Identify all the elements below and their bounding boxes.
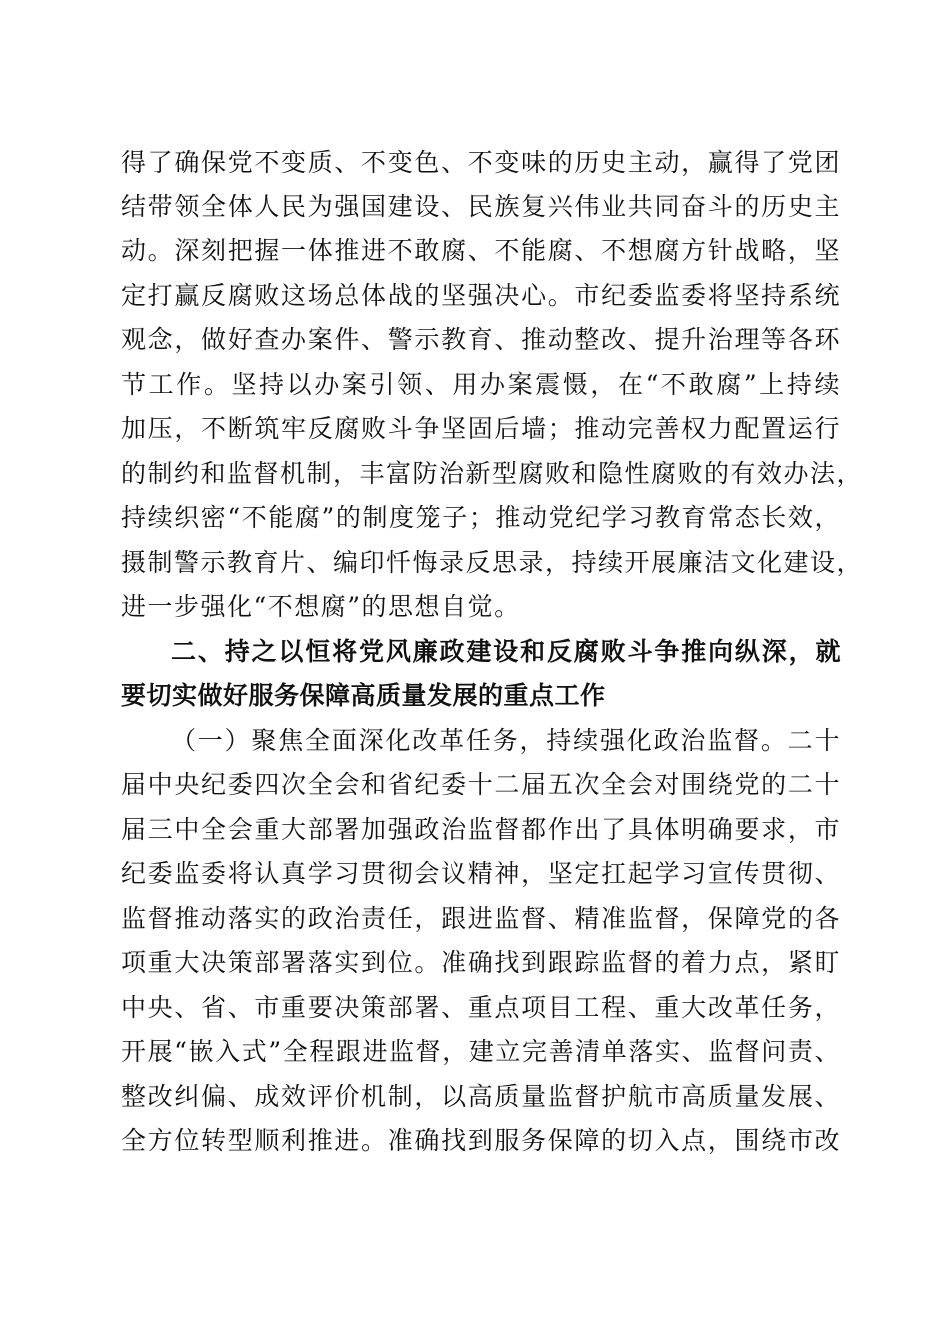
paragraph-line: 开展“嵌入式”全程跟进监督，建立完善清单落实、监督问责、 bbox=[121, 1037, 841, 1066]
paragraph-line: 得了确保党不变质、不变色、不变味的历史主动，赢得了党团 bbox=[121, 148, 841, 177]
section-heading: 要切实做好服务保障高质量发展的重点工作 bbox=[121, 681, 606, 710]
paragraph-line: 节工作。坚持以办案引领、用办案震慑，在“不敢腐”上持续 bbox=[121, 370, 841, 399]
paragraph-line: （一）聚焦全面深化改革任务，持续强化政治监督。二十 bbox=[171, 726, 841, 755]
paragraph-line: 摄制警示教育片、编印忏悔录反思录，持续开展廉洁文化建设， bbox=[121, 548, 864, 577]
paragraph-line: 届三中全会重大部署加强政治监督都作出了具体明确要求，市 bbox=[121, 815, 841, 844]
paragraph-line: 全方位转型顺利推进。准确找到服务保障的切入点，围绕市改 bbox=[121, 1126, 841, 1155]
paragraph-line: 结带领全体人民为强国建设、民族复兴伟业共同奋斗的历史主 bbox=[121, 192, 841, 221]
paragraph-line: 届中央纪委四次全会和省纪委十二届五次全会对围绕党的二十 bbox=[121, 770, 841, 799]
paragraph-line: 加压，不断筑牢反腐败斗争坚固后墙；推动完善权力配置运行 bbox=[121, 414, 841, 443]
paragraph-line: 观念，做好查办案件、警示教育、推动整改、提升治理等各环 bbox=[121, 325, 841, 354]
paragraph-line: 监督推动落实的政治责任，跟进监督、精准监督，保障党的各 bbox=[121, 904, 841, 933]
section-heading: 二、持之以恒将党风廉政建设和反腐败斗争推向纵深，就 bbox=[171, 637, 841, 666]
paragraph-line: 进一步强化“不想腐”的思想自觉。 bbox=[121, 592, 521, 621]
paragraph-line: 持续织密“不能腐”的制度笼子；推动党纪学习教育常态长效， bbox=[121, 503, 841, 532]
paragraph-line: 的制约和监督机制，丰富防治新型腐败和隐性腐败的有效办法， bbox=[121, 459, 864, 488]
paragraph-line: 动。深刻把握一体推进不敢腐、不能腐、不想腐方针战略，坚 bbox=[121, 236, 841, 265]
paragraph-line: 项重大决策部署落实到位。准确找到跟踪监督的着力点，紧盯 bbox=[121, 948, 841, 977]
paragraph-line: 整改纠偏、成效评价机制，以高质量监督护航市高质量发展、 bbox=[121, 1082, 841, 1111]
paragraph-line: 纪委监委将认真学习贯彻会议精神，坚定扛起学习宣传贯彻、 bbox=[121, 859, 841, 888]
paragraph-line: 中央、省、市重要决策部署、重点项目工程、重大改革任务， bbox=[121, 993, 841, 1022]
paragraph-line: 定打赢反腐败这场总体战的坚强决心。市纪委监委将坚持系统 bbox=[121, 281, 841, 310]
